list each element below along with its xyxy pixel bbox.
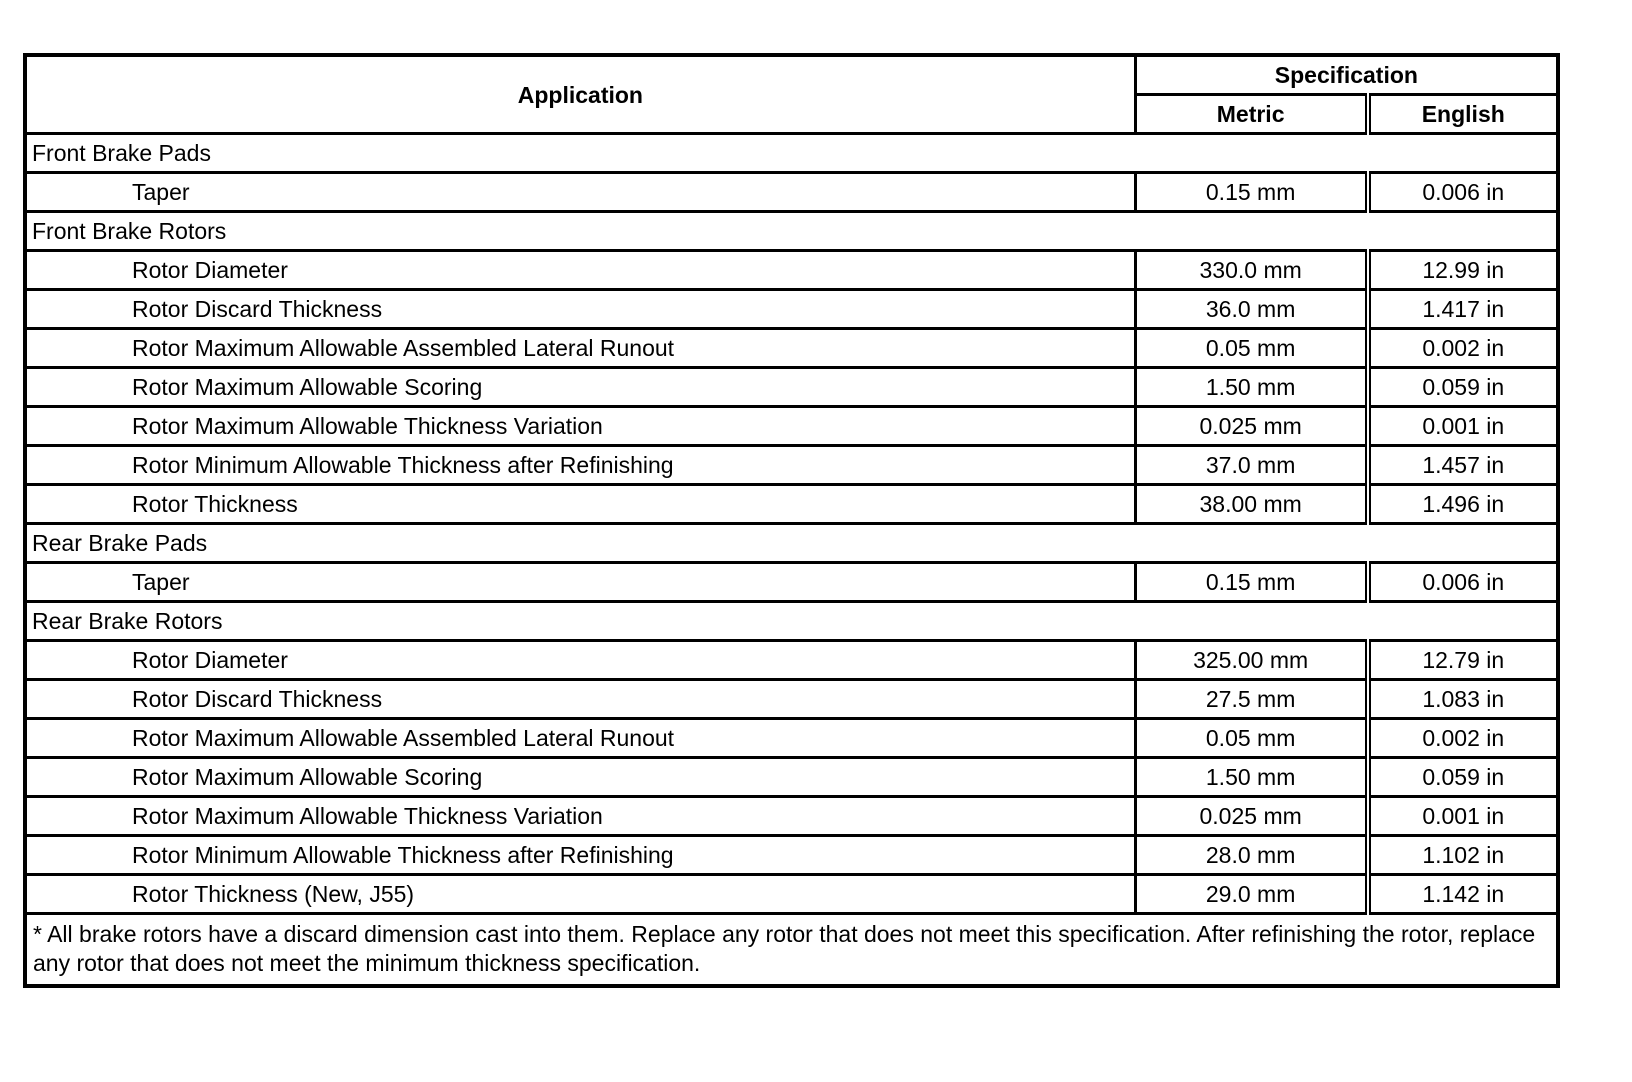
section-title: Front Brake Pads [25, 134, 1558, 173]
table-row [25, 251, 1558, 290]
metric-value: 0.05 mm [1135, 329, 1367, 368]
footnote: * All brake rotors have a discard dimension cast into them. Replace any rotor that does not meet this specification. After refinishing the rotor, replace any rotor that does not meet the minimum thickness specification. [25, 914, 1558, 987]
metric-value: 330.0 mm [1135, 251, 1367, 290]
english-value: 12.79 in [1368, 641, 1559, 680]
application-cell: Rotor Maximum Allowable Thickness Variation [25, 407, 1135, 446]
table-row [25, 446, 1558, 485]
application-cell: Taper [25, 173, 1135, 212]
metric-value: 0.15 mm [1135, 563, 1367, 602]
metric-value: 28.0 mm [1135, 836, 1367, 875]
metric-header: Metric [1135, 95, 1367, 134]
table-row [25, 680, 1558, 719]
english-value: 1.083 in [1368, 680, 1559, 719]
english-value: 1.457 in [1368, 446, 1559, 485]
metric-value: 0.025 mm [1135, 407, 1367, 446]
application-cell: Rotor Minimum Allowable Thickness after Refinishing [25, 446, 1135, 485]
section-row [25, 212, 1558, 251]
application-cell: Rotor Minimum Allowable Thickness after Refinishing [25, 836, 1135, 875]
english-value: 0.059 in [1368, 368, 1559, 407]
table-body [25, 134, 1558, 914]
metric-value: 325.00 mm [1135, 641, 1367, 680]
table-row [25, 836, 1558, 875]
application-cell: Rotor Maximum Allowable Scoring [25, 758, 1135, 797]
table-row [25, 719, 1558, 758]
table-header [25, 55, 1558, 134]
section-row [25, 134, 1558, 173]
english-value: 0.006 in [1368, 563, 1559, 602]
english-value: 1.417 in [1368, 290, 1559, 329]
table-row [25, 758, 1558, 797]
application-cell: Rotor Maximum Allowable Assembled Lateral Runout [25, 329, 1135, 368]
application-cell: Rotor Maximum Allowable Thickness Variation [25, 797, 1135, 836]
metric-value: 1.50 mm [1135, 368, 1367, 407]
specification-header: Specification [1135, 55, 1558, 95]
english-value: 1.142 in [1368, 875, 1559, 914]
application-cell: Rotor Discard Thickness [25, 680, 1135, 719]
english-value: 0.059 in [1368, 758, 1559, 797]
table-row [25, 290, 1558, 329]
metric-value: 29.0 mm [1135, 875, 1367, 914]
table-row [25, 329, 1558, 368]
application-cell: Taper [25, 563, 1135, 602]
table-row [25, 407, 1558, 446]
metric-value: 1.50 mm [1135, 758, 1367, 797]
english-value: 1.496 in [1368, 485, 1559, 524]
section-row [25, 602, 1558, 641]
table-row [25, 485, 1558, 524]
application-cell: Rotor Maximum Allowable Assembled Lateral Runout [25, 719, 1135, 758]
metric-value: 0.05 mm [1135, 719, 1367, 758]
application-cell: Rotor Diameter [25, 641, 1135, 680]
brake-spec-table [23, 53, 1560, 988]
english-header: English [1368, 95, 1559, 134]
application-header: Application [25, 55, 1135, 134]
metric-value: 0.025 mm [1135, 797, 1367, 836]
table-row [25, 875, 1558, 914]
metric-value: 37.0 mm [1135, 446, 1367, 485]
application-cell: Rotor Thickness (New, J55) [25, 875, 1135, 914]
section-title: Front Brake Rotors [25, 212, 1558, 251]
application-cell: Rotor Diameter [25, 251, 1135, 290]
english-value: 0.001 in [1368, 407, 1559, 446]
table-row [25, 368, 1558, 407]
application-cell: Rotor Discard Thickness [25, 290, 1135, 329]
english-value: 0.006 in [1368, 173, 1559, 212]
section-row [25, 524, 1558, 563]
english-value: 1.102 in [1368, 836, 1559, 875]
table-row [25, 641, 1558, 680]
metric-value: 36.0 mm [1135, 290, 1367, 329]
section-title: Rear Brake Rotors [25, 602, 1558, 641]
metric-value: 27.5 mm [1135, 680, 1367, 719]
application-cell: Rotor Thickness [25, 485, 1135, 524]
english-value: 12.99 in [1368, 251, 1559, 290]
english-value: 0.002 in [1368, 719, 1559, 758]
table-row [25, 563, 1558, 602]
section-title: Rear Brake Pads [25, 524, 1558, 563]
table-row [25, 173, 1558, 212]
english-value: 0.002 in [1368, 329, 1559, 368]
english-value: 0.001 in [1368, 797, 1559, 836]
application-cell: Rotor Maximum Allowable Scoring [25, 368, 1135, 407]
metric-value: 0.15 mm [1135, 173, 1367, 212]
table-row [25, 797, 1558, 836]
metric-value: 38.00 mm [1135, 485, 1367, 524]
